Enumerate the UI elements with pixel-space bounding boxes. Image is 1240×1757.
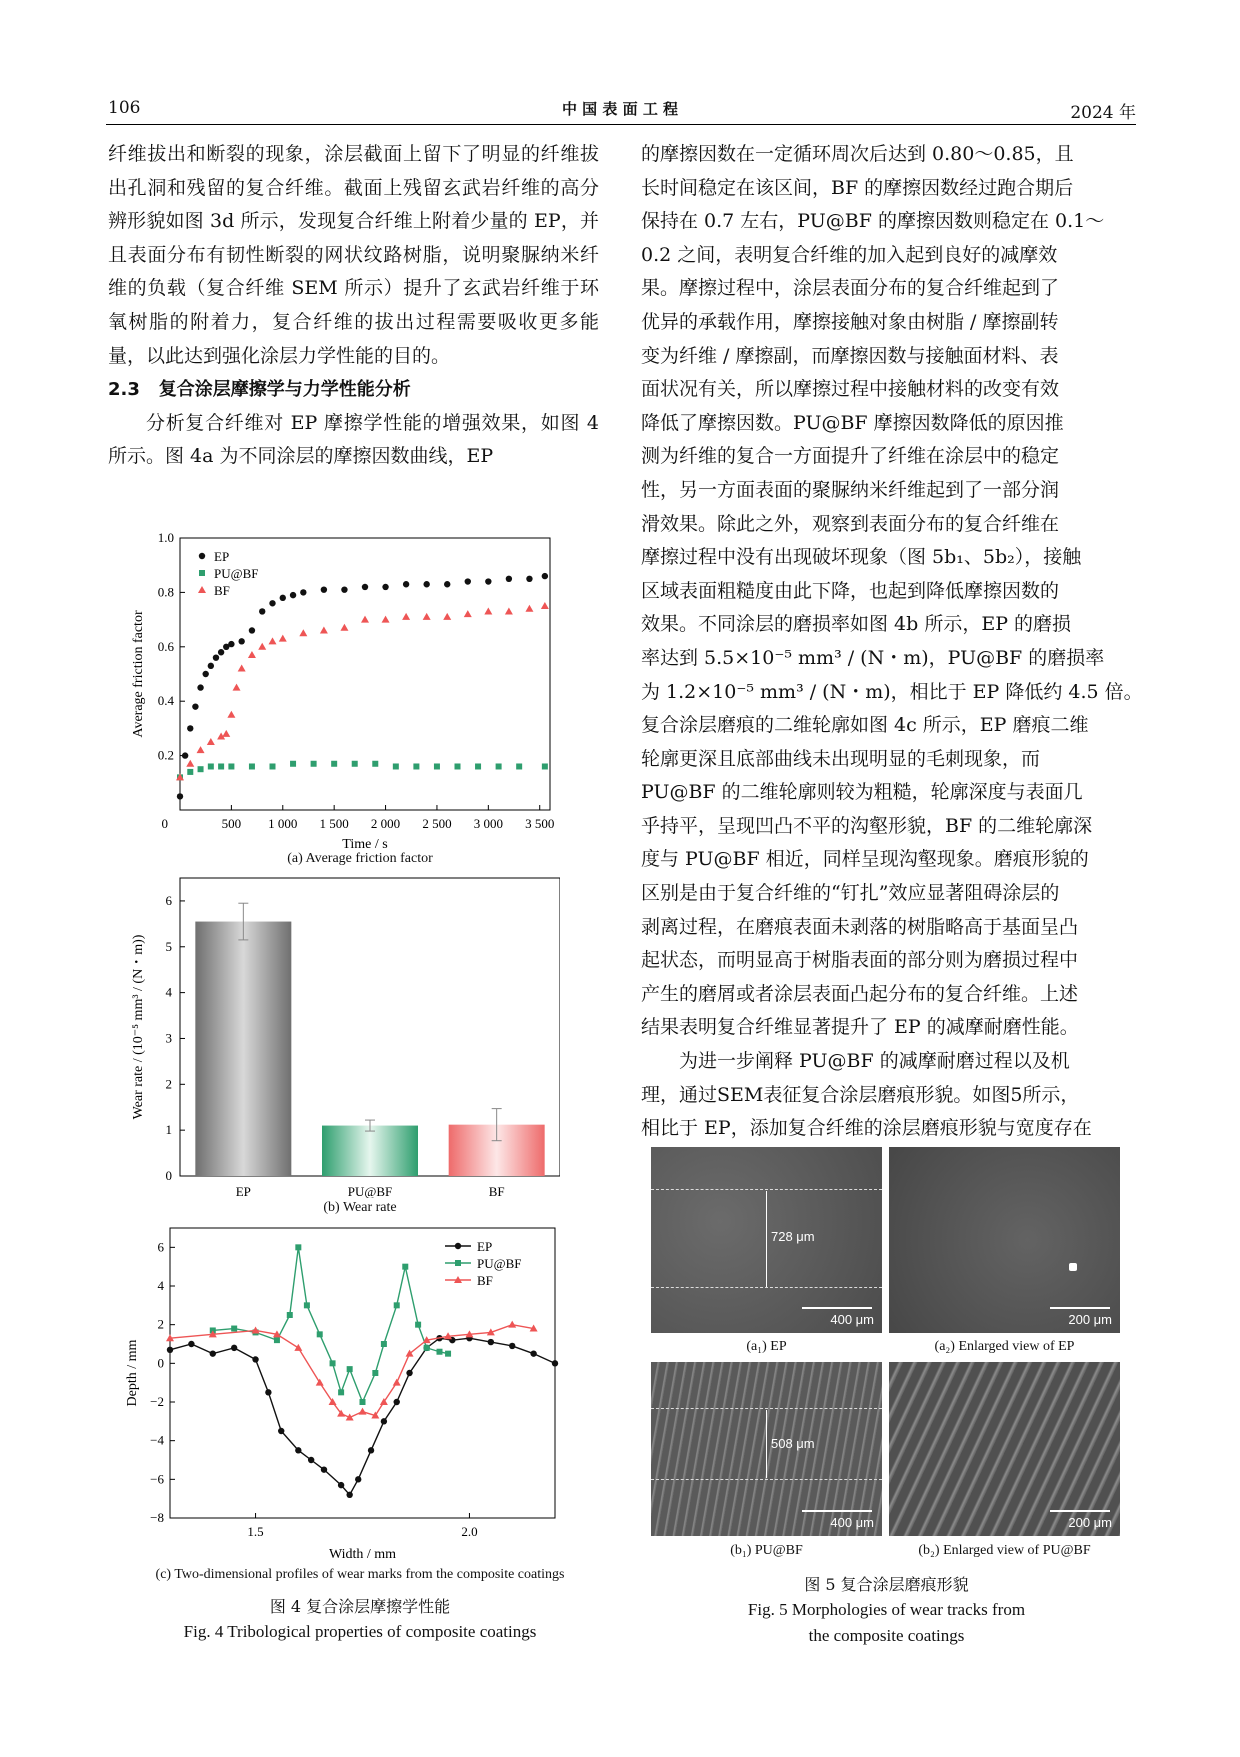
data-point (299, 629, 307, 636)
data-point (208, 763, 214, 769)
data-point (287, 1312, 293, 1318)
data-point (331, 761, 337, 767)
data-point (249, 627, 255, 633)
data-point (233, 684, 241, 691)
data-point (445, 1351, 451, 1357)
data-point (311, 761, 317, 767)
data-point (197, 746, 205, 753)
data-point (231, 1345, 237, 1351)
sem-panel-a1 (651, 1147, 882, 1333)
x-tick-label: 500 (221, 816, 242, 831)
data-point (290, 592, 296, 598)
text-line: 面状况有关，所以摩擦过程中接触材料的改变有效 (641, 378, 1060, 401)
data-point (352, 761, 358, 767)
data-point (270, 763, 276, 769)
data-point (381, 1341, 387, 1347)
y-tick-label: 3 (165, 1030, 172, 1046)
x-tick-label: 3 000 (473, 816, 503, 831)
text-line: 相比于 EP，添加复合纤维的涂层磨痕形貌与宽度存在 (641, 1117, 1092, 1140)
legend-marker (199, 553, 205, 559)
track-width-label-b1: 508 μm (771, 1436, 815, 1451)
friction-factor-chart (120, 528, 560, 848)
data-point (317, 1331, 323, 1337)
x-tick-label: 1 000 (268, 816, 298, 831)
text-line: 变为纤维 / 摩擦副，而摩擦因数与接触面材料、表 (641, 344, 1059, 367)
data-point (505, 607, 513, 614)
data-point (228, 641, 234, 647)
x-tick-label: 2 000 (370, 816, 401, 831)
y-tick-label: 4 (165, 984, 172, 1000)
y-tick-label: −8 (150, 1510, 164, 1525)
data-point (279, 635, 287, 642)
text-line: 性，另一方面表面的聚脲纳米纤维起到了一部分润 (641, 478, 1060, 501)
data-point (362, 584, 368, 590)
y-tick-label: 1 (165, 1122, 172, 1138)
data-point (485, 578, 491, 584)
data-point (177, 793, 183, 799)
data-point (208, 663, 214, 669)
data-point (368, 1447, 374, 1453)
legend-label: EP (214, 549, 230, 564)
data-point (227, 711, 235, 718)
y-tick-label: 0.8 (157, 584, 174, 600)
data-point (188, 1341, 194, 1347)
text-line: 滑效果。除此之外，观察到表面分布的复合纤维在 (641, 512, 1060, 535)
y-tick-label: 2 (157, 1316, 164, 1332)
legend-label: BF (214, 583, 230, 598)
data-point (294, 1344, 302, 1351)
fig4a-caption: (a) Average friction factor (287, 851, 433, 866)
data-point (218, 763, 224, 769)
data-point (252, 1356, 258, 1362)
data-point (542, 763, 548, 769)
data-point (329, 1398, 337, 1405)
data-point (484, 607, 492, 614)
fig4-title-en: Fig. 4 Tribological properties of composite coatings (183, 1622, 537, 1641)
data-point (382, 584, 388, 590)
text-line: 结果表明复合纤维显著提升了 EP 的减摩耐磨性能。 (641, 1016, 1079, 1039)
text-line: 轮廓更深且底部曲线未出现明显的毛刺现象，而 (641, 747, 1041, 770)
fig5-caption-b2: (b₂) Enlarged view of PU@BF (918, 1543, 1091, 1558)
text-line: 降低了摩擦因数。PU@BF 摩擦因数降低的原因推 (641, 411, 1064, 434)
y-tick-label: 6 (165, 892, 172, 908)
data-point (182, 752, 188, 758)
data-point (542, 573, 548, 579)
data-point (423, 581, 429, 587)
data-point (187, 725, 193, 731)
wear-rate-chart (120, 868, 560, 1198)
data-point (361, 616, 369, 623)
x-tick-label: 1 500 (319, 816, 349, 831)
fig5-caption-a1: (a₁) EP (746, 1339, 787, 1354)
data-point (238, 638, 244, 644)
data-point (355, 1476, 361, 1482)
x-axis-label: Time / s (342, 837, 388, 848)
data-point (403, 581, 409, 587)
series-line (213, 1247, 448, 1402)
sem-panel-a2 (889, 1147, 1120, 1333)
legend-label: BF (477, 1273, 493, 1288)
text-line: 长时间稳定在该区间，BF 的摩擦因数经过跑合期后 (641, 176, 1074, 199)
text-line: 复合涂层磨痕的二维轮廓如图 4c 所示，EP 磨痕二维 (641, 714, 1089, 737)
legend-label: PU@BF (477, 1256, 522, 1271)
data-point (541, 602, 549, 609)
fig4c-caption: (c) Two-dimensional profiles of wear marks from the composite coatings (155, 1567, 565, 1582)
data-point (464, 610, 472, 617)
y-axis-label: Wear rate / (10⁻⁵ mm³ / (N・m)) (131, 934, 146, 1120)
data-point (372, 761, 378, 767)
series-line (170, 1338, 555, 1495)
data-point (530, 1350, 536, 1356)
right-paragraph-2 (641, 1045, 1132, 1146)
data-point (280, 595, 286, 601)
origin-label: 0 (161, 816, 168, 831)
data-point (394, 1399, 400, 1405)
y-tick-label: 1.0 (157, 530, 174, 545)
data-point (360, 1399, 366, 1405)
data-point (198, 766, 204, 772)
y-tick-label: −4 (150, 1432, 164, 1448)
data-point (423, 613, 431, 620)
text-line: 乎持平，呈现凹凸不平的沟壑形貌，BF 的二维轮廓深 (641, 814, 1093, 837)
left-paragraph-2: 分析复合纤维对 EP 摩擦学性能的增强效果，如图 4 所示。图 4a 为不同涂层的摩擦因数曲线，EP (108, 411, 599, 468)
y-tick-label: −2 (150, 1394, 164, 1409)
data-point (187, 769, 193, 775)
data-point (509, 1343, 515, 1349)
data-point (381, 1418, 387, 1424)
text-line: 的摩擦因数在一定循环周次后达到 0.80～0.85，且 (641, 143, 1074, 165)
data-point (274, 1337, 280, 1343)
data-point (526, 576, 532, 582)
data-point (382, 616, 390, 623)
data-point (258, 643, 266, 650)
data-point (372, 1370, 378, 1376)
data-point (197, 684, 203, 690)
data-point (167, 1347, 173, 1353)
text-line: 度与 PU@BF 相近，同样呈现沟壑现象。磨痕形貌的 (641, 848, 1089, 871)
data-point (192, 703, 198, 709)
data-point (347, 1366, 353, 1372)
y-tick-label: −6 (150, 1471, 164, 1487)
y-tick-label: 5 (165, 938, 172, 954)
data-point (406, 1370, 412, 1376)
data-point (228, 763, 234, 769)
right-column-text (641, 138, 1143, 1146)
journal-title: 中 国 表 面 工 程 (561, 100, 679, 118)
legend-marker (199, 570, 205, 576)
text-line: 产生的磨屑或者涂层表面凸起分布的复合纤维。上述 (641, 982, 1079, 1005)
data-point (475, 763, 481, 769)
data-point (207, 738, 215, 745)
data-point (393, 763, 399, 769)
text-line: 摩擦过程中没有出现破坏现象（图 5b₁、5b₂），接触 (641, 546, 1082, 569)
data-point (269, 637, 277, 644)
y-axis-label: Depth / mm (125, 1339, 140, 1407)
scale-bar-b2: 200 μm (1068, 1515, 1112, 1530)
data-point (340, 624, 348, 631)
text-line: 果。摩擦过程中，涂层表面分布的复合纤维起到了 (641, 277, 1060, 300)
data-point (186, 760, 194, 767)
data-point (359, 1408, 367, 1415)
data-point (402, 613, 410, 620)
header-rule (106, 124, 1136, 125)
legend-label: EP (477, 1239, 493, 1254)
data-point (231, 1326, 237, 1332)
legend-marker (455, 1260, 461, 1266)
y-axis-label: Average friction factor (131, 610, 146, 738)
data-point (338, 1389, 344, 1395)
fig5-title-en-2: the composite coatings (808, 1626, 965, 1645)
section-heading (108, 373, 599, 407)
text-line: 区域表面粗糙度由此下降，也起到降低摩擦因数的 (641, 579, 1060, 602)
data-point (316, 1379, 324, 1386)
text-line: PU@BF 的二维轮廓则较为粗糙，轮廓深度与表面几 (641, 781, 1083, 804)
x-tick-label: 2 500 (422, 816, 452, 831)
bar (195, 922, 291, 1176)
data-point (437, 1349, 443, 1355)
text-line: 剥离过程，在磨痕表面未剥落的树脂略高于基面呈凸 (641, 915, 1079, 938)
y-tick-label: 0.4 (157, 693, 174, 709)
y-tick-label: 4 (157, 1278, 164, 1293)
data-point (506, 576, 512, 582)
data-point (341, 586, 347, 592)
section-title: 复合涂层摩擦学与力学性能分析 (158, 379, 411, 401)
data-point (278, 1428, 284, 1434)
right-paragraph-1 (641, 138, 1143, 1045)
y-tick-label: 2 (165, 1076, 172, 1092)
year: 2024 年 (1070, 103, 1136, 123)
x-tick-label: 2.0 (461, 1524, 478, 1539)
text-line: 为 1.2×10⁻⁵ mm³ / (N・m)，相比于 EP 降低约 4.5 倍。 (641, 680, 1143, 703)
data-point (552, 1360, 558, 1366)
scale-bar-b1: 400 μm (830, 1515, 874, 1530)
data-point (321, 1466, 327, 1472)
scale-bar-a2: 200 μm (1068, 1312, 1112, 1327)
text-line: 起状态，而明显高于树脂表面的部分则为磨损过程中 (641, 949, 1079, 972)
data-point (434, 763, 440, 769)
data-point (338, 1482, 344, 1488)
data-point (222, 730, 230, 737)
scale-bar-a1: 400 μm (830, 1312, 874, 1327)
data-point (265, 1389, 271, 1395)
y-tick-label: 0.6 (157, 638, 174, 654)
data-point (308, 1457, 314, 1463)
data-point (238, 665, 246, 672)
section-number: 2.3 (108, 379, 140, 401)
data-point (248, 651, 256, 658)
data-point (393, 1379, 401, 1386)
data-point (295, 1447, 301, 1453)
data-point (330, 1360, 336, 1366)
y-tick-label: 6 (157, 1239, 164, 1255)
text-line: 理，通过SEM表征复合涂层磨痕形貌。如图5所示， (641, 1083, 1080, 1106)
x-tick-label: 1.5 (247, 1524, 264, 1539)
text-line: 率达到 5.5×10⁻⁵ mm³ / (N・m)，PU@BF 的磨损率 (641, 646, 1105, 669)
x-tick-label: PU@BF (347, 1184, 393, 1198)
x-tick-label: EP (235, 1184, 251, 1198)
track-width-label-a1: 728 μm (771, 1229, 815, 1244)
fig5-caption-b1: (b₁) PU@BF (730, 1543, 803, 1558)
fig5-title-cn: 图 5 复合涂层磨痕形貌 (804, 1575, 969, 1594)
plot-frame (170, 1228, 555, 1518)
depth-profile-chart (120, 1220, 570, 1565)
data-point (218, 649, 224, 655)
data-point (496, 763, 502, 769)
data-point (259, 608, 265, 614)
text-line: 效果。不同涂层的磨损率如图 4b 所示，EP 的磨损 (641, 613, 1072, 636)
data-point (202, 671, 208, 677)
sem-panel-b1 (651, 1362, 882, 1536)
left-column-text (108, 138, 599, 474)
legend-marker (198, 586, 206, 593)
text-line: 优异的承载作用，摩擦接触对象由树脂 / 摩擦副转 (641, 310, 1059, 333)
data-point (455, 763, 461, 769)
x-tick-label: BF (488, 1184, 505, 1198)
data-point (424, 1345, 430, 1351)
data-point (346, 1492, 352, 1498)
x-axis-label: Width / mm (328, 1547, 397, 1562)
data-point (269, 600, 275, 606)
data-point (304, 1302, 310, 1308)
fig5-caption-a2: (a₂) Enlarged view of EP (934, 1339, 1075, 1354)
legend-label: PU@BF (214, 566, 259, 581)
data-point (320, 626, 328, 633)
fig4b-caption: (b) Wear rate (323, 1200, 397, 1215)
left-paragraph-1: 纤维拔出和断裂的现象，涂层截面上留下了明显的纤维拔出孔洞和残留的复合纤维。截面上残留玄武岩纤维的高分辨形貌如图 3d 所示，发现复合纤维上附着少量的 EP，并且表面分布有韧性断裂的网状纹路树脂，说明聚脲纳米纤维的负载（复合纤维 SEM 所示）提升了玄武岩纤维于环氧树脂的附着力，复合纤维的拔出过程需要吸收更多能量，以此达到强化涂层力学性能的目的。 (108, 143, 599, 367)
data-point (213, 654, 219, 660)
bar (322, 1126, 418, 1176)
data-point (321, 586, 327, 592)
data-point (465, 578, 471, 584)
text-line: 测为纤维的复合一方面提升了纤维在涂层中的稳定 (641, 445, 1060, 468)
y-tick-label: 0 (165, 1168, 172, 1183)
data-point (300, 589, 306, 595)
data-point (444, 581, 450, 587)
data-point (380, 1398, 388, 1405)
text-line: 为进一步阐释 PU@BF 的减摩耐磨过程以及机 (679, 1050, 1070, 1073)
data-point (402, 1264, 408, 1270)
data-point (295, 1244, 301, 1250)
data-point (516, 763, 522, 769)
data-point (443, 613, 451, 620)
data-point (413, 763, 419, 769)
data-point (290, 761, 296, 767)
data-point (525, 605, 533, 612)
y-tick-label: 0.2 (157, 747, 174, 763)
page-number: 106 (108, 98, 141, 118)
data-point (508, 1321, 516, 1328)
x-tick-label: 3 500 (525, 816, 555, 831)
text-line: 0.2 之间，表明复合纤维的加入起到良好的减摩效 (641, 243, 1058, 266)
fig4-title-cn: 图 4 复合涂层摩擦学性能 (269, 1597, 451, 1616)
fig5-title-en-1: Fig. 5 Morphologies of wear tracks from (747, 1600, 1026, 1619)
data-point (415, 1322, 421, 1328)
data-point (394, 1302, 400, 1308)
text-line: 区别是由于复合纤维的“钉扎”效应显著阻碍涂层的 (641, 882, 1060, 905)
y-tick-label: 0 (157, 1355, 164, 1371)
data-point (488, 1339, 494, 1345)
data-point (210, 1350, 216, 1356)
legend-marker (455, 1243, 461, 1249)
text-line: 保持在 0.7 左右，PU@BF 的摩擦因数则稳定在 0.1～ (641, 210, 1105, 233)
data-point (249, 763, 255, 769)
sem-panel-b2 (889, 1362, 1120, 1536)
